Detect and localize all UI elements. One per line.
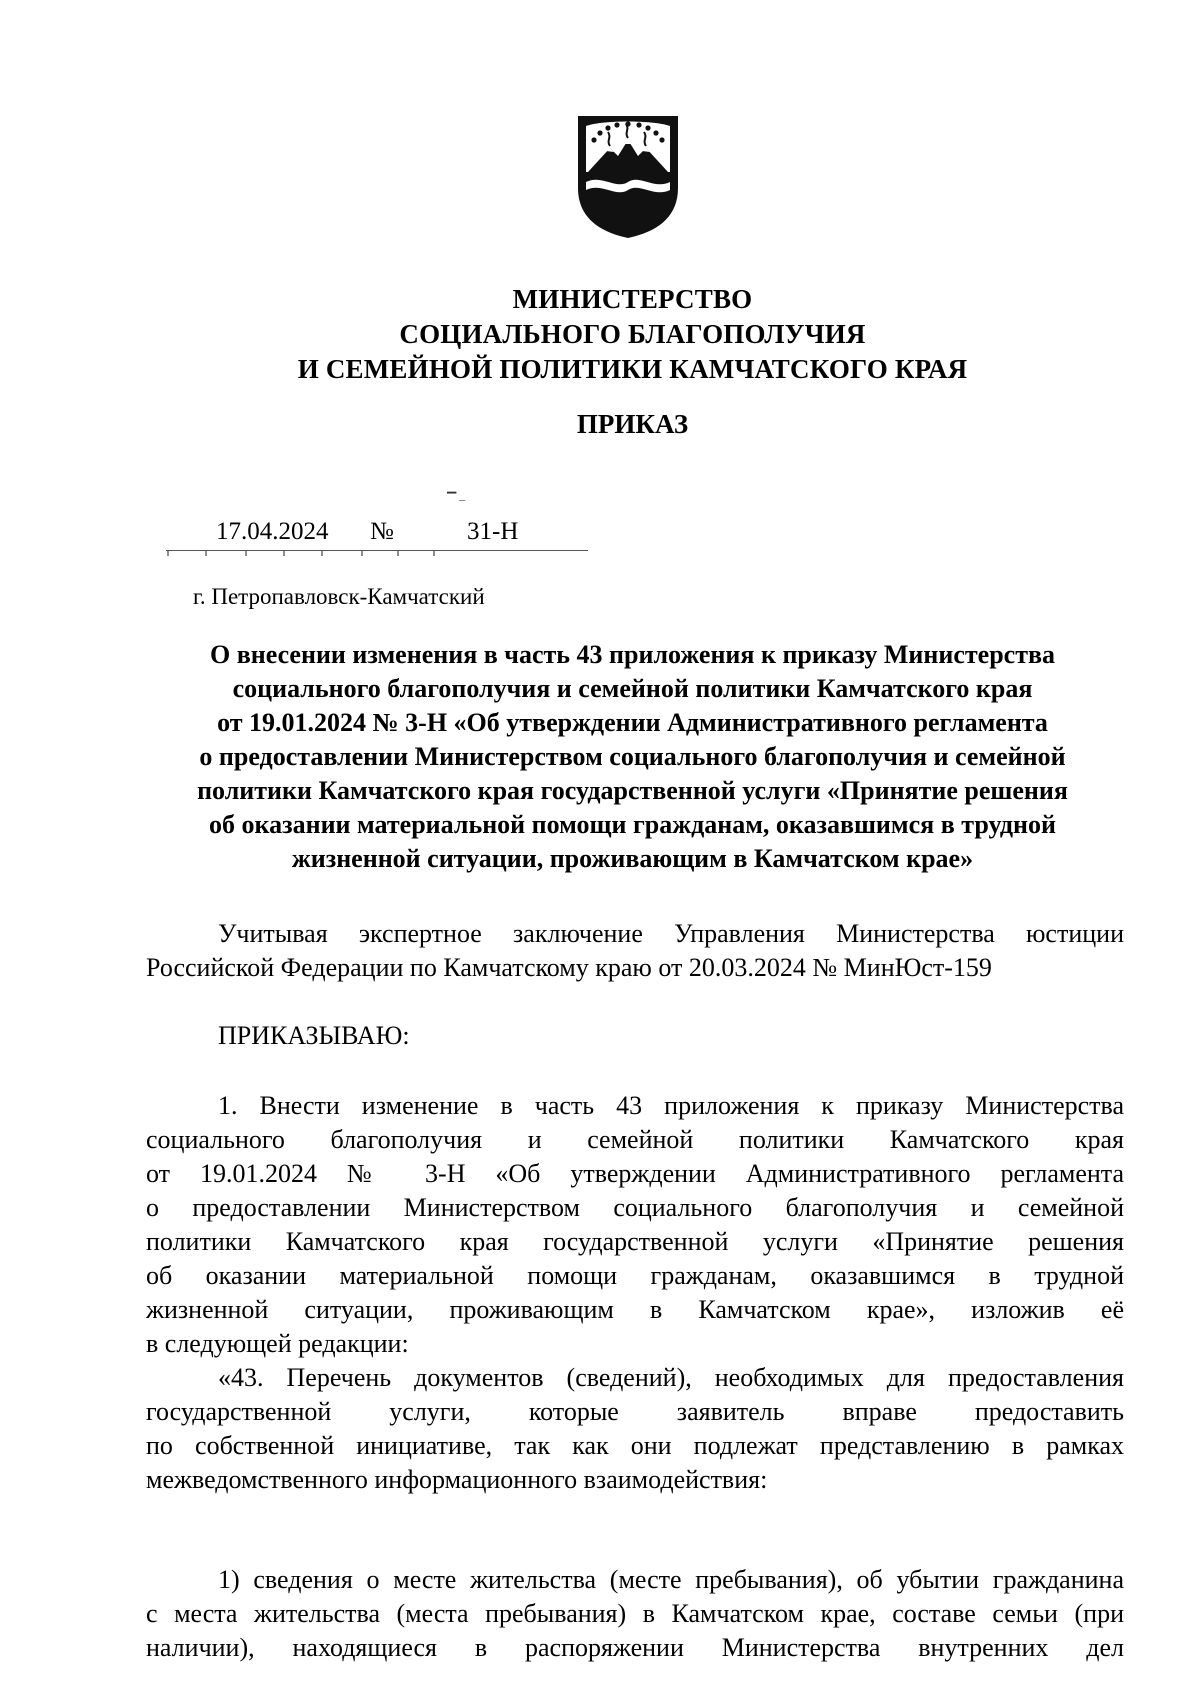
registration-number: 31-Н [467,518,519,545]
paragraph-line: 1. Внести изменение в часть 43 приложения к приказу Министерства [218,1091,1124,1120]
paragraph-line: государственной услуги, которые заявитель вправе предоставить [146,1397,1124,1426]
item-1-paragraph [146,1089,1124,1361]
registration-date: 17.04.2024 [216,518,329,545]
paragraph-line: «43. Перечень документов (сведений), необходимых для предоставления [218,1363,1124,1392]
stamp-mark: ▔ ‒ [447,492,466,506]
intro-paragraph [146,917,1124,985]
paragraph-line: политики Камчатского края государственной услуги «Принятие решения [146,1227,1124,1256]
paragraph-line: социального благополучия и семейной политики Камчатского края [146,1125,1124,1154]
paragraph-line: по собственной инициативе, так как они подлежат представлению в рамках [146,1431,1124,1460]
paragraph-line: межведомственного информационного взаимодействия: [146,1465,768,1494]
subject-line: политики Камчатского края государственной услуги «Принятие решения [197,776,1068,805]
subject-line: об оказании материальной помощи гражданам, оказавшимся в трудной [209,810,1056,839]
document-subject [140,638,1125,876]
registration-line [166,518,588,552]
paragraph-line: наличии), находящиеся в распоряжении Министерства внутренних дел [146,1633,1124,1662]
paragraph-line: жизненной ситуации, проживающим в Камчатском крае», изложив её [146,1295,1124,1324]
subject-line: от 19.01.2024 № 3-Н «Об утверждении Административного регламента [217,708,1048,737]
paragraph-line: о предоставлении Министерством социального благополучия и семейной [146,1193,1124,1222]
subject-line: социального благополучия и семейной политики Камчатского края [232,674,1033,703]
paragraph-line: 1) сведения о месте жительства (месте пребывания), об убытии гражданина [218,1565,1124,1594]
paragraph-line: в следующей редакции: [146,1329,409,1358]
paragraph-line: Российской Федерации по Камчатскому краю от 20.03.2024 № МинЮст-159 [146,953,992,982]
document-type-title: ПРИКАЗ [576,409,689,439]
registration-underline-ticks [166,551,466,557]
subject-line: о предоставлении Министерством социального благополучия и семейной [199,742,1066,771]
organization-line-1: МИНИСТЕРСТВО [512,284,753,314]
subject-line: жизненной ситуации, проживающим в Камчатском крае» [291,844,974,873]
item-43-subitem-1-paragraph [146,1563,1124,1665]
number-sign: № [370,518,394,545]
subject-line: О внесении изменения в часть 43 приложения к приказу Министерства [209,640,1056,669]
organization-line-2: СОЦИАЛЬНОГО БЛАГОПОЛУЧИЯ [399,319,866,349]
paragraph-line: с места жительства (места пребывания) в Камчатском крае, составе семьи (при [146,1599,1124,1628]
paragraph-line: от 19.01.2024 № 3-Н «Об утверждении Административного регламента [146,1159,1124,1188]
paragraph-line: об оказании материальной помощи гражданам, оказавшимся в трудной [146,1261,1124,1290]
organization-name [0,282,1200,387]
coat-of-arms-emblem [572,110,684,240]
order-directive: ПРИКАЗЫВАЮ: [218,1021,410,1050]
city-name: г. Петропавловск-Камчатский [193,584,485,609]
organization-line-3: И СЕМЕЙНОЙ ПОЛИТИКИ КАМЧАТСКОГО КРАЯ [297,354,968,384]
paragraph-line: Учитывая экспертное заключение Управления Министерства юстиции [218,919,1124,948]
item-43-paragraph [146,1361,1124,1497]
